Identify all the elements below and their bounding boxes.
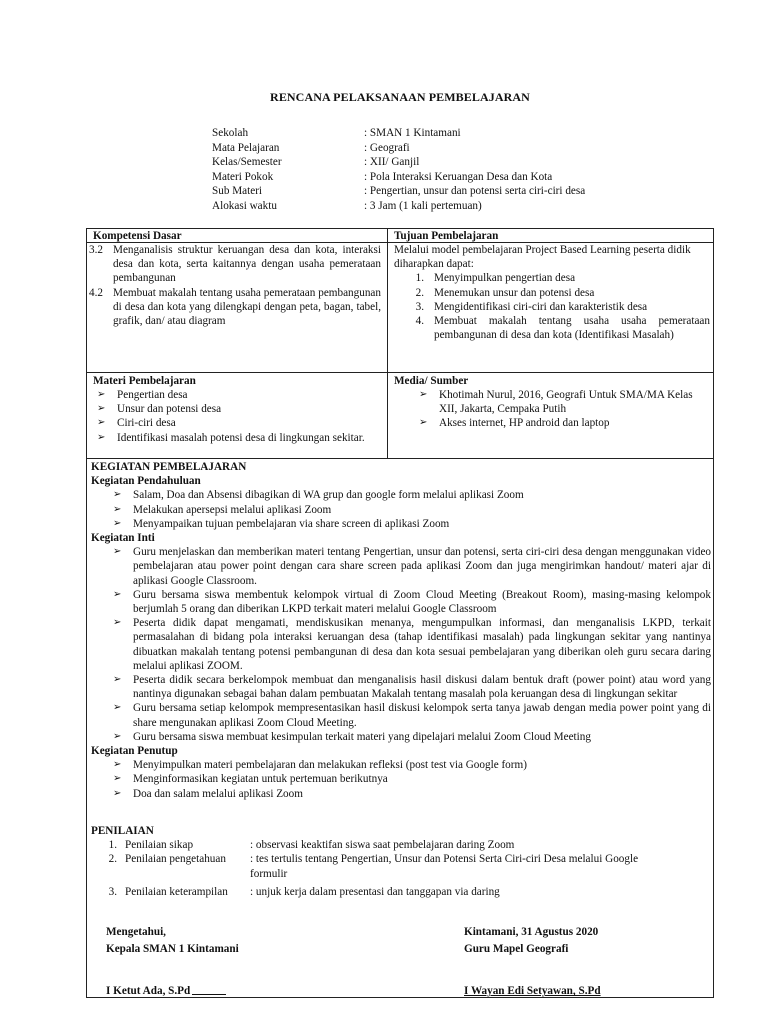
identity-table — [212, 126, 585, 213]
identity-value: : 3 Jam (1 kali pertemuan) — [364, 199, 482, 212]
kegiatan-heading: KEGIATAN PEMBELAJARAN — [91, 461, 247, 473]
kompetensi-item — [89, 286, 381, 329]
penilaian-value: : unjuk kerja dalam presentasi dan tanggapan via daring — [250, 885, 500, 898]
penutup-heading: Kegiatan Penutup — [91, 745, 178, 758]
pendahuluan-item: ➢ Melakukan apersepsi melalui aplikasi Zoom — [113, 503, 332, 516]
penilaian-number: 2. — [108, 853, 117, 866]
tujuan-number: 1. — [415, 272, 424, 285]
penilaian-heading: PENILAIAN — [91, 825, 154, 837]
tujuan-intro: Melalui model pembelajaran Project Based Learning peserta didik diharapkan dapat: — [394, 244, 691, 271]
arrow-bullet-icon: ➢ — [113, 702, 122, 714]
materi-item: ➢ Unsur dan potensi desa — [97, 403, 222, 416]
arrow-bullet-icon: ➢ — [97, 389, 106, 400]
signature-right-line1: Kintamani, 31 Agustus 2020 — [464, 926, 599, 938]
media-heading: Media/ Sumber — [394, 375, 469, 387]
penutup-item: ➢ Menginformasikan kegiatan untuk pertemuan berikutnya — [113, 773, 388, 786]
media-item: ➢ Khotimah Nurul, 2016, Geografi Untuk SMA/MA Kelas XII, Jakarta, Cempaka Putih — [419, 389, 693, 416]
penutup-list — [91, 758, 711, 801]
tujuan-item — [394, 271, 710, 285]
penutup-item: ➢ Doa dan salam melalui aplikasi Zoom — [113, 787, 303, 800]
identity-value: : Pola Interaksi Keruangan Desa dan Kota — [364, 170, 553, 183]
arrow-bullet-icon: ➢ — [113, 546, 122, 558]
inti-item: ➢ Peserta didik dapat mengamati, mendiskusikan menanya, mengumpulkan informasi, dan menganalisis LKPD, terkait permasalahan di bidang pola interaksi keruangan desa (tahap identifikasi masalah) pada lingkungan sekitar yang nantinya dibuatkan makalah tentang potensi pembangunan di desa dan kota sesuai pembelajaran yang diberikan oleh guru secara daring melalui aplikasi ZOOM. — [113, 617, 711, 672]
kompetensi-heading: Kompetensi Dasar — [93, 230, 182, 242]
materi-list — [97, 388, 381, 445]
arrow-bullet-icon: ➢ — [113, 503, 122, 515]
tujuan-text: Menemukan unsur dan potensi desa — [434, 286, 595, 299]
pendahuluan-item: ➢ Menyampaikan tujuan pembelajaran via share screen di aplikasi Zoom — [113, 517, 450, 530]
identity-row — [212, 199, 585, 214]
tujuan-item — [394, 300, 710, 314]
identity-row — [212, 126, 585, 141]
signature-right-name: I Wayan Edi Setyawan, S.Pd — [464, 985, 601, 998]
penilaian-label: Penilaian sikap — [125, 839, 194, 852]
arrow-bullet-icon: ➢ — [113, 773, 122, 785]
row-divider — [87, 458, 713, 459]
arrow-bullet-icon: ➢ — [113, 674, 122, 686]
arrow-bullet-icon: ➢ — [113, 489, 122, 501]
identity-value: : XII/ Ganjil — [364, 156, 420, 168]
arrow-bullet-icon: ➢ — [113, 588, 122, 600]
identity-label: Mata Pelajaran — [212, 141, 280, 154]
identity-row — [212, 141, 585, 156]
arrow-bullet-icon: ➢ — [113, 787, 122, 799]
document-title: RENCANA PELAKSANAAN PEMBELAJARAN — [270, 90, 530, 104]
arrow-bullet-icon: ➢ — [97, 403, 106, 415]
kompetensi-text: Membuat makalah tentang usaha pemerataan pembangunan di desa dan kota yang dilengkapi dengan peta, bagan, tabel, grafik, dan/ atau diagram — [113, 286, 381, 328]
inti-heading: Kegiatan Inti — [91, 532, 155, 545]
tujuan-number: 3. — [415, 300, 424, 313]
signature-right — [464, 925, 601, 999]
tujuan-text: Menyimpulkan pengertian desa — [434, 272, 576, 285]
penutup-item: ➢ Menyimpulkan materi pembelajaran dan melakukan refleksi (post test via Google form) — [113, 759, 527, 772]
arrow-bullet-icon: ➢ — [113, 517, 122, 529]
identity-label: Materi Pokok — [212, 170, 274, 183]
pendahuluan-list — [91, 488, 711, 531]
materi-item: ➢ Pengertian desa — [97, 389, 188, 401]
identity-value: : Geografi — [364, 141, 410, 154]
identity-label: Sekolah — [212, 127, 249, 139]
inti-item: ➢ Peserta didik secara berkelompok membuat dan menganalisis hasil diskusi dalam bentuk draft (power point) atau word yang nantinya digunakan sebagai bahan dalam pembuatan Makalah tentang masalah pola keruangan desa di lingkungan sekitar — [113, 674, 711, 701]
penilaian-item — [91, 852, 711, 880]
identity-value: : Pengertian, unsur dan potensi serta ciri-ciri desa — [364, 185, 586, 197]
inti-list — [91, 545, 711, 744]
identity-row — [212, 170, 585, 185]
media-list — [419, 388, 709, 431]
tujuan-text: Membuat makalah tentang usaha usaha pemerataan pembangunan di desa dan kota (Identifikasi Masalah) — [434, 315, 710, 342]
column-divider — [387, 229, 388, 458]
arrow-bullet-icon: ➢ — [97, 431, 106, 443]
pendahuluan-item: ➢ Salam, Doa dan Absensi dibagikan di WA grup dan google form melalui aplikasi Zoom — [113, 489, 524, 502]
identity-value: : SMAN 1 Kintamani — [364, 127, 461, 139]
inti-item: ➢ Guru bersama siswa membentuk kelompok virtual di Zoom Cloud Meeting (Breakout Room), masing-masing kelompok berjumlah 5 orang dan diberikan LKPD terkait materi melalui Google Classroom — [113, 588, 711, 616]
tujuan-number: 2. — [415, 286, 424, 299]
penilaian-value: : observasi keaktifan siswa saat pembelajaran daring Zoom — [250, 839, 515, 852]
pendahuluan-heading: Kegiatan Pendahuluan — [91, 475, 201, 488]
tujuan-item — [394, 286, 710, 300]
penilaian-item — [91, 838, 711, 852]
tujuan-number: 4. — [415, 315, 424, 328]
signature-left-line1: Mengetahui, — [106, 926, 166, 938]
kompetensi-text: Menganalisis struktur keruangan desa dan kota, interaksi desa dan kota, serta kaitannya dengan usaha pemerataan pembangunan — [113, 244, 381, 285]
penilaian-number: 1. — [108, 839, 117, 852]
materi-item: ➢ Identifikasi masalah potensi desa di lingkungan sekitar. — [97, 431, 365, 444]
arrow-bullet-icon: ➢ — [113, 759, 122, 771]
penilaian-label: Penilaian keterampilan — [125, 885, 228, 898]
kompetensi-item — [89, 243, 381, 286]
media-item: ➢ Akses internet, HP android dan laptop — [419, 417, 610, 430]
kompetensi-number: 4.2 — [89, 286, 103, 299]
inti-item: ➢ Guru bersama siswa membuat kesimpulan terkait materi yang dipelajari melalui Zoom Cloud Meeting — [113, 730, 591, 743]
arrow-bullet-icon: ➢ — [97, 417, 106, 429]
inti-item: ➢ Guru bersama setiap kelompok mempresentasikan hasil diskusi kelompok serta tanya jawab dengan media power point yang di share mengunakan aplikasi Zoom Cloud Meeting. — [113, 702, 711, 729]
identity-label: Kelas/Semester — [212, 156, 282, 168]
signature-left-name: I Ketut Ada, S.Pd — [106, 984, 239, 998]
signature-left — [106, 925, 239, 999]
arrow-bullet-icon: ➢ — [419, 417, 428, 429]
kompetensi-list — [89, 243, 381, 328]
arrow-bullet-icon: ➢ — [113, 730, 122, 742]
penilaian-value: : tes tertulis tentang Pengertian, Unsur dan Potensi Serta Ciri-ciri Desa melalui Google formulir — [250, 853, 639, 880]
penilaian-item — [91, 885, 711, 899]
kompetensi-number: 3.2 — [89, 244, 103, 256]
identity-label: Alokasi waktu — [212, 199, 277, 212]
inti-item: ➢ Guru menjelaskan dan memberikan materi tentang Pengertian, unsur dan potensi, serta ciri-ciri desa dengan menggunakan video pembelajaran atau power point dengan cara share screen pada aplikasi Zoom dan juga mengirimkan handout/ materi ajar di aplikasi Google Classroom. — [113, 546, 711, 587]
tujuan-text: Mengidentifikasi ciri-ciri dan karakteristik desa — [434, 300, 648, 313]
materi-heading: Materi Pembelajaran — [93, 375, 196, 387]
row-divider — [87, 372, 713, 373]
signature-right-line2: Guru Mapel Geografi — [464, 943, 569, 956]
identity-row — [212, 184, 585, 199]
identity-label: Sub Materi — [212, 185, 263, 197]
tujuan-block — [394, 243, 710, 342]
rpp-table — [86, 228, 714, 998]
arrow-bullet-icon: ➢ — [419, 389, 428, 400]
signature-left-line2: Kepala SMAN 1 Kintamani — [106, 943, 239, 956]
identity-row — [212, 155, 585, 170]
penilaian-label: Penilaian pengetahuan — [125, 853, 226, 866]
tujuan-item — [394, 314, 710, 342]
materi-item: ➢ Ciri-ciri desa — [97, 417, 176, 430]
tujuan-heading: Tujuan Pembelajaran — [394, 230, 499, 242]
penilaian-section — [91, 824, 711, 899]
penilaian-number: 3. — [108, 885, 117, 898]
arrow-bullet-icon: ➢ — [113, 617, 122, 629]
kegiatan-section — [91, 460, 711, 801]
